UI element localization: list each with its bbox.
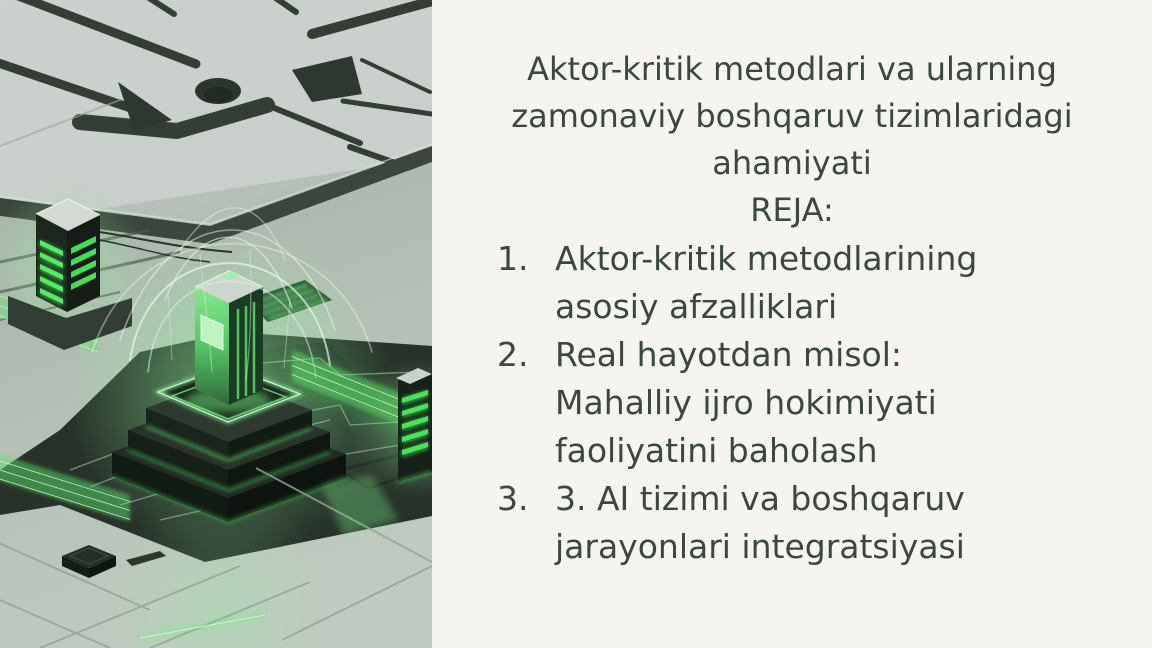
slide-title-line: zamonaviy boshqaruv tizimlaridagi (511, 97, 1073, 135)
plan-list (456, 235, 1128, 571)
list-item-line: asosiy afzalliklari (555, 287, 838, 326)
list-item-text (555, 475, 965, 571)
list-item-number: 3. (497, 479, 529, 518)
list-item-line: Real hayotdan misol: (555, 335, 902, 374)
list-item-number: 1. (497, 239, 529, 278)
slide-title-line: Aktor-kritik metodlari va ularning (527, 50, 1057, 88)
list-item (497, 235, 1128, 331)
plan-heading: REJA: (750, 191, 834, 229)
roundabout-hole-inner (203, 87, 233, 103)
server-tower-right (396, 368, 432, 482)
slide-title-line: ahamiyati (712, 144, 872, 182)
list-item-text (555, 235, 977, 331)
list-item-line: Mahalliy ijro hokimiyati (555, 383, 937, 422)
slide-title (456, 46, 1128, 187)
list-item (497, 331, 1128, 475)
list-item-line: faoliyatini baholash (555, 431, 878, 470)
list-item-line: 3. AI tizimi va boshqaruv (555, 479, 965, 518)
list-item-line: jarayonlari integratsiyasi (555, 527, 965, 566)
list-item-number: 2. (497, 335, 529, 374)
circuit-board-illustration (0, 0, 432, 648)
circuit-art-svg (0, 0, 432, 648)
list-item-text (555, 331, 937, 475)
list-item (497, 475, 1128, 571)
list-item-line: Aktor-kritik metodlarining (555, 239, 978, 278)
text-panel (432, 0, 1152, 648)
